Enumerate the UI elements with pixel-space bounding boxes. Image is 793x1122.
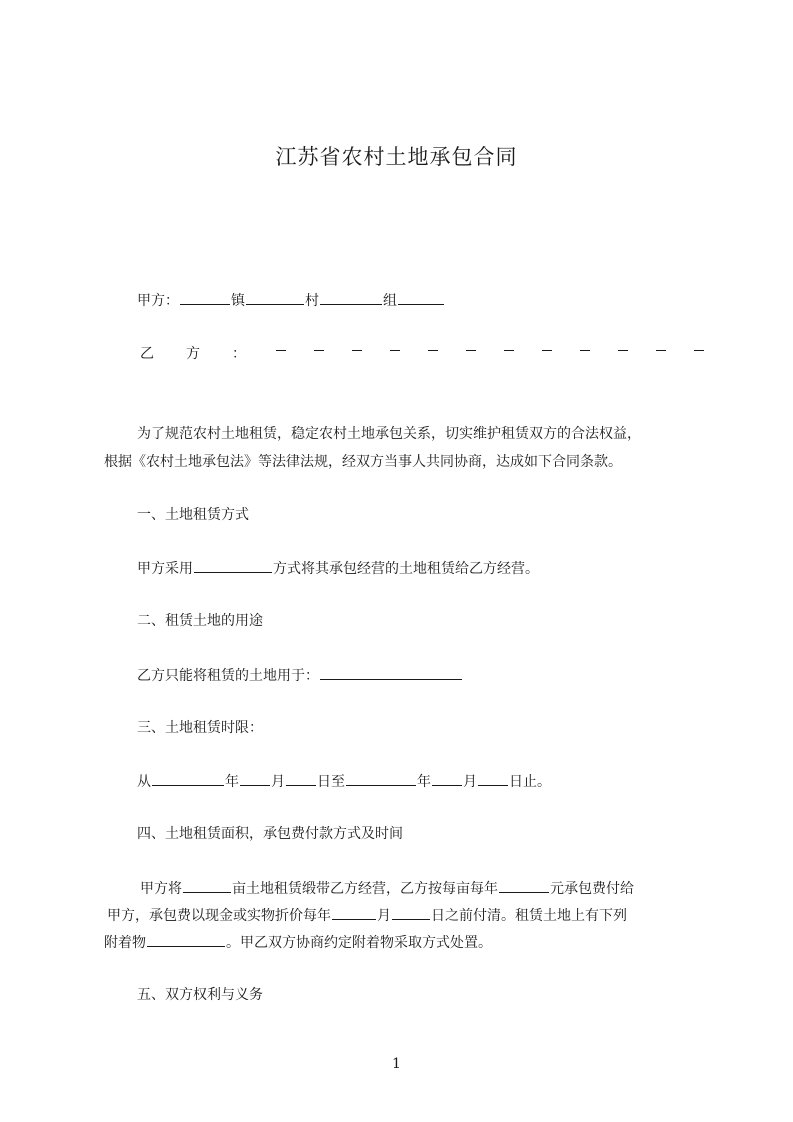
party-a-line — [137, 290, 445, 311]
section-2-prefix: 乙方只能将租赁的土地用于： — [137, 668, 319, 684]
year-label: 年 — [225, 774, 239, 790]
s4-l3-a: 附着物 — [104, 935, 146, 951]
s4-l2-b: 月 — [377, 908, 391, 924]
section-4-line-1 — [140, 878, 634, 899]
section-2-body — [137, 665, 463, 686]
group-trailing-blank[interactable] — [398, 290, 444, 305]
town-blank[interactable] — [180, 290, 230, 305]
village-label: 村 — [305, 293, 319, 309]
village-blank[interactable] — [246, 290, 304, 305]
attachments-blank[interactable] — [147, 932, 225, 947]
party-a-label: 甲方： — [137, 293, 179, 309]
end-month-blank[interactable] — [432, 771, 462, 786]
payment-month-blank[interactable] — [332, 905, 376, 920]
document-title: 江苏省农村土地承包合同 — [275, 145, 518, 169]
section-4-heading: 四、土地租赁面积，承包费付款方式及时间 — [137, 826, 403, 842]
group-label: 组 — [383, 293, 397, 309]
month-label-2: 月 — [463, 774, 477, 790]
payment-day-blank[interactable] — [392, 905, 430, 920]
day-end-label: 日止。 — [509, 774, 551, 790]
section-1-body — [137, 558, 539, 579]
group-blank[interactable] — [320, 290, 382, 305]
end-year-blank[interactable] — [346, 771, 416, 786]
section-2-heading: 二、租赁土地的用途 — [137, 613, 263, 629]
party-b-line — [140, 344, 705, 364]
page-number: 1 — [392, 1056, 401, 1072]
town-label: 镇 — [231, 293, 245, 309]
section-1-prefix: 甲方采用 — [137, 561, 193, 577]
start-day-blank[interactable] — [286, 771, 316, 786]
start-month-blank[interactable] — [240, 771, 270, 786]
s4-l1-b: 亩土地租赁缎带乙方经营，乙方按每亩每年 — [232, 881, 498, 897]
start-year-blank[interactable] — [152, 771, 224, 786]
section-1-heading: 一、土地租赁方式 — [137, 507, 249, 523]
month-label: 月 — [271, 774, 285, 790]
party-b-char-1: 乙 — [140, 346, 154, 362]
preamble-line-1: 为了规范农村土地租赁，稳定农村土地承包关系，切实维护租赁双方的合法权益， — [137, 426, 641, 442]
section-1-suffix: 方式将其承包经营的土地租赁给乙方经营。 — [273, 561, 539, 577]
section-4-line-3 — [104, 932, 492, 953]
day-to-label: 日至 — [317, 774, 345, 790]
from-label: 从 — [137, 774, 151, 790]
year-label-2: 年 — [417, 774, 431, 790]
section-4-line-2 — [107, 905, 697, 926]
s4-l2-c: 日之前付清。租赁土地上有下列 — [431, 908, 627, 924]
party-b-colon: ： — [232, 346, 246, 362]
land-use-blank[interactable] — [320, 665, 462, 680]
fee-blank[interactable] — [499, 878, 549, 893]
section-5-heading: 五、双方权利与义务 — [137, 987, 263, 1003]
s4-l1-c: 元承包费付给 — [550, 881, 634, 897]
s4-l1-a: 甲方将 — [140, 881, 182, 897]
s4-l2-a: 甲方，承包费以现金或实物折价每年 — [107, 908, 331, 924]
area-blank[interactable] — [183, 878, 231, 893]
s4-l3-b: 。甲乙双方协商约定附着物采取方式处置。 — [226, 935, 492, 951]
section-3-heading: 三、土地租赁时限： — [137, 720, 263, 736]
party-b-char-2: 方 — [186, 346, 200, 362]
section-3-body — [137, 771, 551, 792]
end-day-blank[interactable] — [478, 771, 508, 786]
lease-method-blank[interactable] — [194, 558, 272, 573]
party-b-blank[interactable] — [270, 344, 705, 364]
preamble-line-2: 根据《农村土地承包法》等法律法规，经双方当事人共同协商，达成如下合同条款。 — [104, 454, 622, 470]
